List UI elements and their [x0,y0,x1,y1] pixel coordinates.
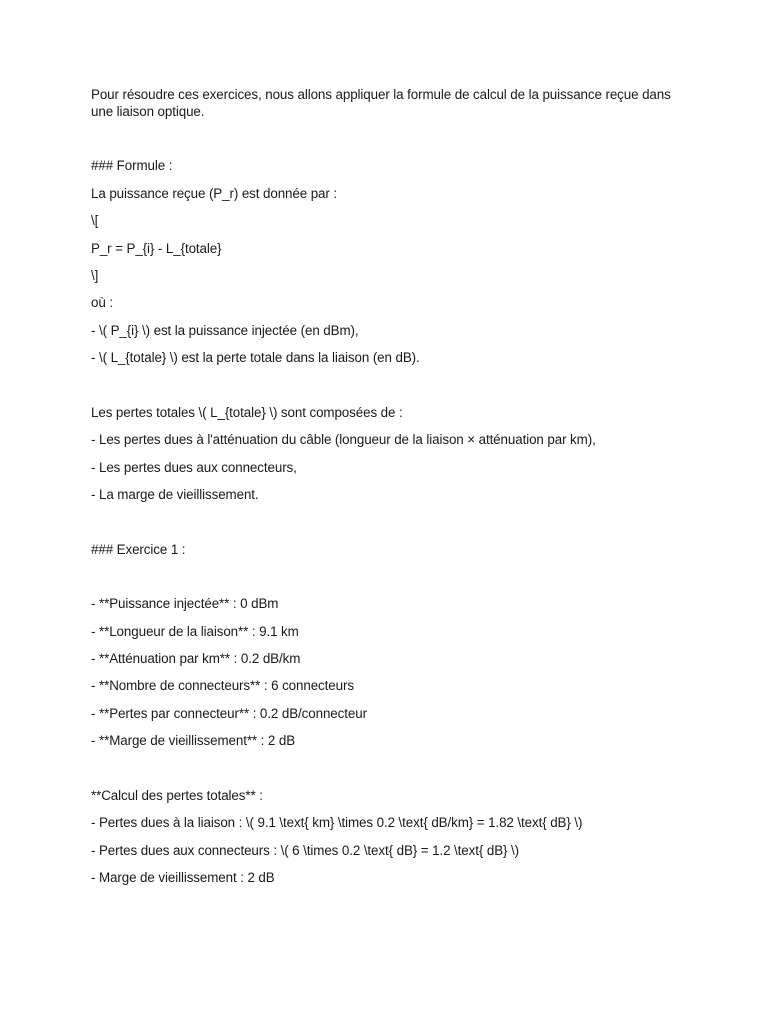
losses-item: - La marge de vieillissement. [91,487,259,502]
losses-item: - Les pertes dues aux connecteurs, [91,460,297,475]
formula-equation: P_r = P_{i} - L_{totale} [91,241,222,256]
exercise1-param: - **Nombre de connecteurs** : 6 connecteurs [91,678,354,693]
exercise1-param: - **Marge de vieillissement** : 2 dB [91,733,296,748]
calc-item: - Pertes dues à la liaison : \( 9.1 \text{ km} \times 0.2 \text{ dB/km} = 1.82 \text{ dB} \) [91,815,583,830]
intro-line-2: une liaison optique. [91,104,205,119]
definition-l-totale: - \( L_{totale} \) est la perte totale dans la liaison (en dB). [91,350,420,365]
exercise1-heading: ### Exercice 1 : [91,542,186,557]
formula-close-bracket: \] [91,268,99,283]
calc-item: - Marge de vieillissement : 2 dB [91,870,275,885]
formula-heading: ### Formule : [91,158,173,173]
exercise1-param: - **Longueur de la liaison** : 9.1 km [91,624,299,639]
losses-intro: Les pertes totales \( L_{totale} \) sont composées de : [91,405,403,420]
losses-item: - Les pertes dues à l'atténuation du câble (longueur de la liaison × atténuation par km), [91,432,596,447]
exercise1-param: - **Pertes par connecteur** : 0.2 dB/connecteur [91,706,367,721]
exercise1-param: - **Atténuation par km** : 0.2 dB/km [91,651,301,666]
exercise1-param: - **Puissance injectée** : 0 dBm [91,596,279,611]
definition-pi: - \( P_{i} \) est la puissance injectée (en dBm), [91,323,359,338]
formula-statement: La puissance reçue (P_r) est donnée par : [91,186,338,201]
calc-heading: **Calcul des pertes totales** : [91,788,263,803]
intro-line-1: Pour résoudre ces exercices, nous allons appliquer la formule de calcul de la puissance reçue dans [91,87,671,102]
formula-where: où : [91,295,113,310]
formula-open-bracket: \[ [91,213,99,228]
calc-item: - Pertes dues aux connecteurs : \( 6 \times 0.2 \text{ dB} = 1.2 \text{ dB} \) [91,843,520,858]
